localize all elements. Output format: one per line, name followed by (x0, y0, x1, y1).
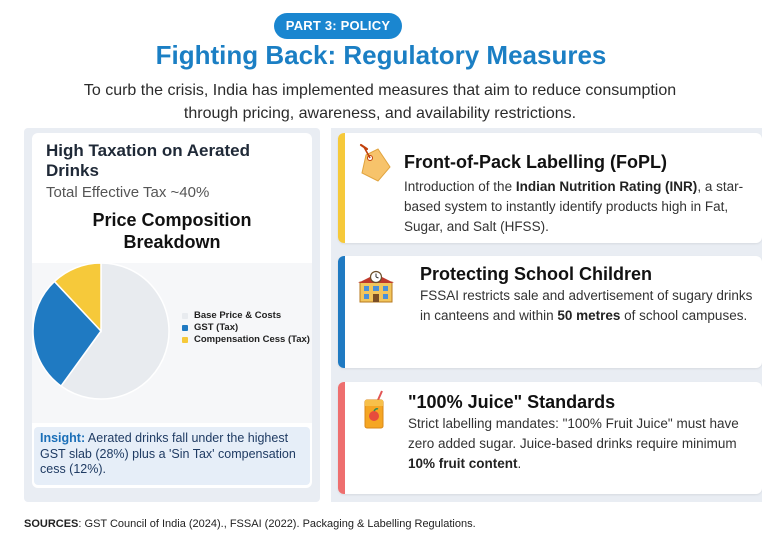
fopl-accent-bar (338, 133, 345, 243)
chart-legend (182, 310, 312, 346)
sources-footer (24, 518, 476, 530)
fopl-body-text: Introduction of the (404, 179, 516, 194)
page-title: Fighting Back: Regulatory Measures (155, 40, 607, 70)
fopl-card (338, 133, 762, 243)
juice-body-text: Strict labelling mandates: "100% Fruit Juice" must have zero added sugar. Juice-based drinks require minimum (408, 416, 739, 451)
subtitle-line-1: To curb the crisis, India has implemented measures that aim to reduce consumption (83, 82, 677, 99)
juice-title: "100% Juice" Standards (408, 392, 616, 412)
fopl-body (404, 177, 752, 237)
juice-box-icon (360, 390, 390, 432)
fopl-body-text-end: , a star-based system to instantly identify products high in Fat, Sugar, and Salt (HFSS). (404, 179, 744, 234)
chart-title-line-2: Breakdown (123, 232, 221, 252)
legend-item-base-price (182, 310, 312, 321)
sources-text: : GST Council of India (2024)., FSSAI (2022). Packaging & Labelling Regulations. (78, 518, 476, 530)
legend-item-gst (182, 322, 312, 333)
price-tag-icon (356, 141, 396, 185)
legend-label: Base Price & Costs (194, 310, 282, 321)
legend-label: Compensation Cess (Tax) (194, 334, 310, 345)
school-title: Protecting School Children (420, 264, 653, 284)
school-body (420, 286, 754, 326)
school-card (338, 256, 762, 368)
juice-body-highlight: 10% fruit content (408, 456, 518, 471)
part-badge: PART 3: POLICY (274, 13, 402, 39)
school-icon (356, 266, 396, 304)
subtitle-line-2: through pricing, awareness, and availability restrictions. (183, 105, 577, 122)
legend-swatch (182, 337, 188, 343)
insight-label: Insight: (40, 431, 86, 445)
school-body-text: FSSAI restricts sale and advertisement of sugary drinks in canteens and within (420, 288, 753, 323)
taxation-subtitle: Total Effective Tax ~40% (46, 184, 210, 201)
sources-label: SOURCES (24, 518, 79, 530)
legend-label: GST (Tax) (194, 322, 239, 333)
page-subtitle (30, 79, 730, 125)
insight-box (34, 427, 310, 485)
fopl-body-highlight: Indian Nutrition Rating (INR) (515, 179, 698, 194)
chart-title (32, 209, 312, 253)
juice-card (338, 382, 762, 494)
taxation-title: High Taxation on Aerated Drinks (46, 141, 251, 180)
legend-swatch (182, 313, 188, 319)
juice-body (408, 414, 754, 474)
fopl-title: Front-of-Pack Labelling (FoPL) (404, 152, 667, 172)
school-accent-bar (338, 256, 345, 368)
juice-accent-bar (338, 382, 345, 494)
legend-swatch (182, 325, 188, 331)
school-body-text-end: of school campuses. (620, 308, 748, 323)
juice-body-text-end: . (517, 456, 522, 471)
school-body-highlight: 50 metres (557, 308, 621, 323)
chart-title-line-1: Price Composition (92, 210, 252, 230)
legend-item-compensation-cess (182, 334, 312, 345)
insight-text: Aerated drinks fall under the highest GST slab (28%) plus a 'Sin Tax' compensation cess (12%). (40, 431, 296, 476)
